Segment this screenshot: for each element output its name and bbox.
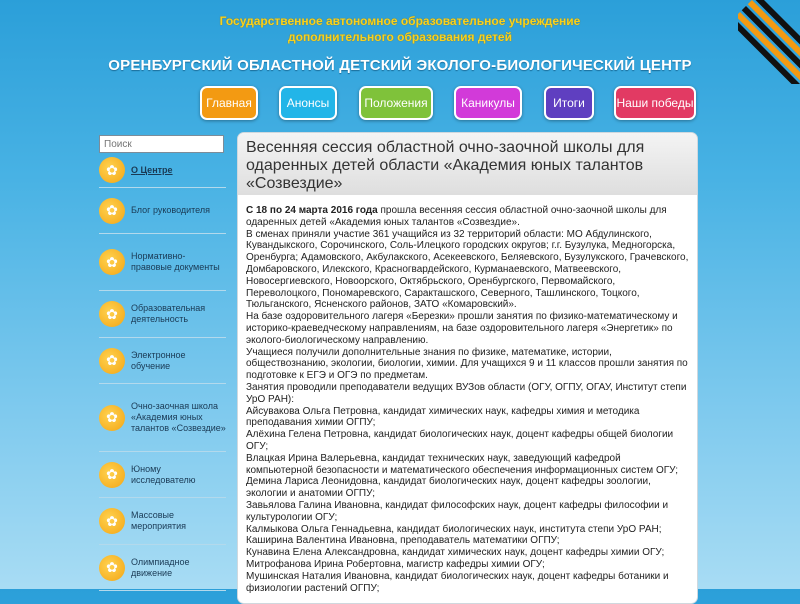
sidebar-item-label: Образовательная деятельность: [131, 303, 206, 324]
sidebar-item-about[interactable]: [99, 153, 226, 188]
org-line-2: дополнительного образования детей: [288, 30, 512, 44]
article-paragraph: Завьялова Галина Ивановна, кандидат философских наук, доцент кафедры философии и культурологии ОГУ;: [246, 499, 669, 523]
sidebar-item-label: Нормативно-правовые документы: [131, 251, 220, 272]
article-paragraph: Каширина Валентина Ивановна, преподаватель математики ОГПУ;: [246, 535, 560, 547]
sidebar-item-label: Электронное обучение: [131, 349, 186, 371]
sidebar-item-label: Юному исследователю: [131, 463, 196, 485]
butterfly-icon: ✿: [99, 462, 125, 488]
article-paragraph: Мушинская Наталия Ивановна, кандидат биологических наук, доцент кафедры ботаники и физиологии растений ОГПУ;: [246, 570, 669, 594]
sidebar: [99, 153, 226, 591]
sidebar-item-education[interactable]: [99, 291, 226, 338]
sidebar-item-school[interactable]: [99, 384, 226, 452]
article-header: [238, 133, 697, 195]
article-paragraph: Занятия проводили преподаватели ведущих ВУЗов области (ОГУ, ОГПУ, ОГАУ, Институт степи УрО РАН):: [246, 381, 687, 405]
nav-holidays[interactable]: Каникулы: [454, 86, 522, 120]
nav-results[interactable]: Итоги: [544, 86, 594, 120]
butterfly-icon: ✿: [99, 508, 125, 534]
butterfly-icon: ✿: [99, 348, 125, 374]
sidebar-item-research[interactable]: [99, 452, 226, 498]
search-input[interactable]: [99, 135, 224, 153]
article: [237, 132, 698, 604]
sidebar-item-elearning[interactable]: [99, 338, 226, 384]
butterfly-icon: ✿: [99, 249, 125, 275]
sidebar-item-label: Массовые мероприятия: [131, 510, 187, 531]
butterfly-icon: ✿: [99, 198, 125, 224]
nav-home[interactable]: Главная: [200, 86, 258, 120]
butterfly-icon: ✿: [99, 157, 125, 183]
article-lead: [246, 205, 689, 229]
sidebar-item-label: Очно-заочная школа «Академия юных талантов «Созвездие»: [131, 401, 226, 433]
article-paragraph: В сменах приняли участие 361 учащийся из 32 территорий области: МО Абдулинского, Кувандыкского, Сорочинского, Соль-Илецкого городских округов; г.г. Бузулука, Медногорска, Оренбурга; Адамовского, Акбулакского, Асекеевского, Беляевского, Бузулукского, Грачевского, Домбаровского, Илекского, Красногвардейского, Курманаевского, Матвеевского, Новосергиевского, Новоорского, Октябрьского, Оренбургского, Первомайского, Переволоцкого, Пономаревского, Саракташского, Северного, Ташлинского, Тоцкого, Тюльганского, Ясненского районов, ЗАТО «Комаровский».: [246, 228, 689, 311]
site-title: ОРЕНБУРГСКИЙ ОБЛАСТНОЙ ДЕТСКИЙ ЭКОЛОГО-БИОЛОГИЧЕСКИЙ ЦЕНТР: [108, 57, 692, 74]
butterfly-icon: ✿: [99, 405, 125, 431]
article-paragraph: Влацкая Ирина Валерьевна, кандидат технических наук, заведующий кафедрой компьютерной безопасности и математического обеспечения информационных систем ОГУ;: [246, 452, 679, 476]
sidebar-item-documents[interactable]: [99, 234, 226, 291]
article-paragraph: Учащиеся получили дополнительные знания по физике, математике, истории, обществознанию, экологии, биологии, химии. Для учащихся 9 и 11 классов прошли занятия по подготовке к ЕГЭ и ОГЭ по предметам.: [246, 346, 688, 382]
sidebar-item-events[interactable]: [99, 498, 226, 545]
butterfly-icon: ✿: [99, 555, 125, 581]
sidebar-item-label: Блог руководителя: [131, 205, 211, 215]
article-paragraph: Демина Лариса Леонидовна, кандидат биологических наук, доцент кафедры зоологии, экологии и анатомии ОГПУ;: [246, 476, 651, 500]
article-paragraph: Митрофанова Ирина Робертовна, магистр кафедры химии ОГУ;: [246, 558, 545, 570]
article-lead-date: С 18 по 24 марта 2016 года: [246, 205, 378, 216]
article-paragraph: Айсувакова Ольга Петровна, кандидат химических наук, кафедры химия и методика преподавания химии ОГПУ;: [246, 405, 640, 429]
org-line-1: Государственное автономное образовательное учреждение: [219, 14, 581, 28]
nav-regulations[interactable]: Положения: [359, 86, 433, 120]
article-title: Весенняя сессия областной очно-заочной школы для одаренных детей области «Академия юных талантов «Созвездие»: [246, 139, 645, 192]
nav-announcements[interactable]: Анонсы: [279, 86, 337, 120]
article-paragraph: Кунавина Елена Александровна, кандидат химических наук, доцент кафедры химии ОГУ;: [246, 547, 665, 559]
article-body: [238, 195, 697, 604]
article-lead-text: прошла весенняя сессия областной очно-заочной школы для одаренных детей «Академия юных талантов «Созвездие».: [246, 205, 667, 228]
nav-achievements[interactable]: Наши победы: [614, 86, 696, 120]
sidebar-item-blog[interactable]: [99, 188, 226, 234]
butterfly-icon: ✿: [99, 301, 125, 327]
article-paragraph: Алёхина Гелена Петровна, кандидат биологических наук, доцент кафедры общей биологии ОГУ;: [246, 429, 674, 452]
organization-name: [0, 13, 800, 45]
article-paragraph: Калмыкова Ольга Геннадьевна, кандидат биологических наук, института степи УрО РАН;: [246, 523, 662, 535]
sidebar-item-label: Олимпиадное движение: [131, 556, 190, 578]
article-paragraph: На базе оздоровительного лагеря «Березки» прошли занятия по физико-математическому и историко-краеведческому направлениям, на базе оздоровительного лагеря «Энергетик» по эколого-биологическому направлению.: [246, 311, 678, 346]
sidebar-item-label: О Центре: [131, 164, 173, 175]
sidebar-item-olympiad[interactable]: [99, 545, 226, 591]
